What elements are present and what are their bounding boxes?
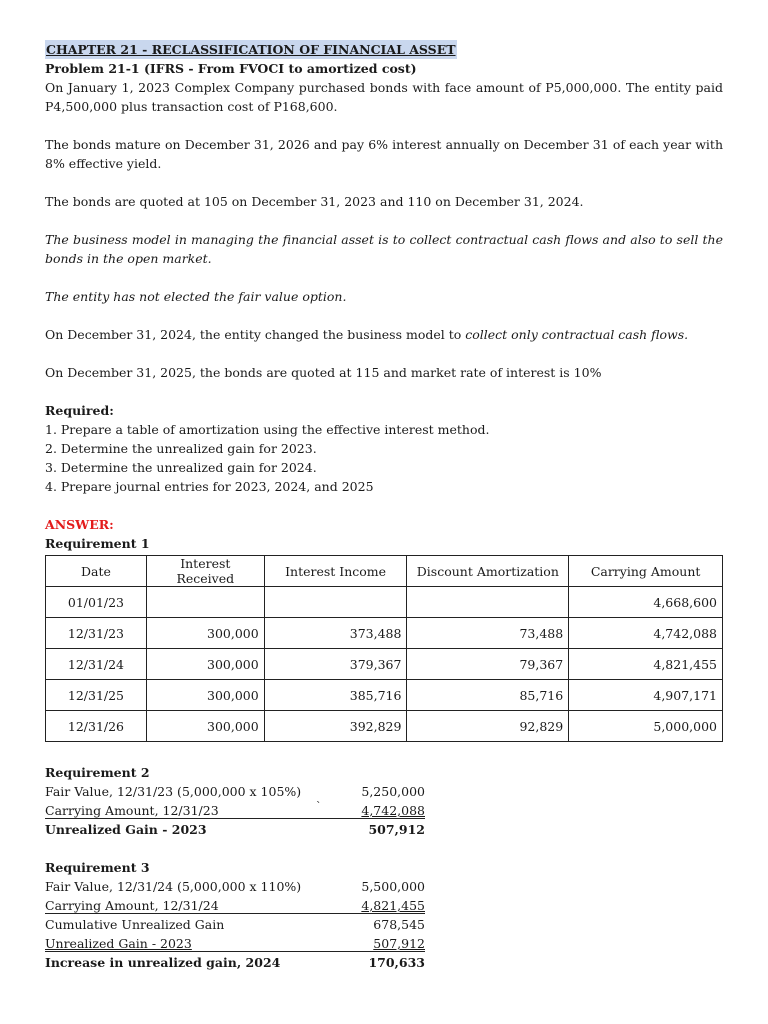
column-header: Date — [46, 556, 147, 587]
calc-amount: 5,500,000 — [361, 879, 425, 894]
calc-amount: 4,821,455 — [361, 898, 425, 913]
table-row — [46, 618, 723, 649]
table-cell: 300,000 — [146, 618, 264, 649]
column-header: Carrying Amount — [569, 556, 723, 587]
calc-row — [45, 915, 425, 934]
stray-mark: ` — [316, 800, 322, 813]
table-row — [46, 649, 723, 680]
calc-label: Carrying Amount, 12/31/24 — [45, 898, 219, 913]
table-cell: 4,742,088 — [569, 618, 723, 649]
requirement-1-heading: Requirement 1 — [45, 536, 150, 551]
paragraph-fair-value-option: The entity has not elected the fair value option. — [45, 289, 347, 304]
table-cell: 4,668,600 — [569, 587, 723, 618]
calc-row — [45, 801, 425, 820]
calc-label: Increase in unrealized gain, 2024 — [45, 955, 281, 970]
table-cell — [146, 587, 264, 618]
paragraph-purchase: On January 1, 2023 Complex Company purchased bonds with face amount of P5,000,000. The entity paid P4,500,000 plus transaction cost of P168,600. — [45, 80, 723, 114]
calc-amount: 4,742,088 — [361, 803, 425, 818]
required-item: 3. Determine the unrealized gain for 2024. — [45, 460, 317, 475]
table-cell: 92,829 — [407, 711, 569, 742]
table-cell: 4,821,455 — [569, 649, 723, 680]
requirement-3-computation — [45, 877, 425, 972]
calc-amount: 5,250,000 — [361, 784, 425, 799]
table-row — [46, 711, 723, 742]
calc-amount: 507,912 — [368, 822, 425, 837]
column-header: Interest Received — [146, 556, 264, 587]
table-cell: 300,000 — [146, 711, 264, 742]
required-item: 4. Prepare journal entries for 2023, 2024, and 2025 — [45, 479, 374, 494]
paragraph-quotes: The bonds are quoted at 105 on December 31, 2023 and 110 on December 31, 2024. — [45, 194, 584, 209]
required-item: 2. Determine the unrealized gain for 2023. — [45, 441, 317, 456]
table-cell: 12/31/23 — [46, 618, 147, 649]
model-change-italic: collect only contractual cash flows. — [465, 327, 689, 342]
table-row — [46, 680, 723, 711]
calc-row-total — [45, 953, 425, 972]
underline-rule — [45, 818, 425, 819]
underline-rule — [45, 951, 425, 952]
table-cell: 12/31/24 — [46, 649, 147, 680]
calc-label: Unrealized Gain - 2023 — [45, 822, 207, 837]
table-cell — [264, 587, 407, 618]
required-item: 1. Prepare a table of amortization using the effective interest method. — [45, 422, 490, 437]
calc-row — [45, 896, 425, 915]
calc-label: Carrying Amount, 12/31/23 — [45, 803, 219, 818]
table-cell: 12/31/26 — [46, 711, 147, 742]
calc-label: Fair Value, 12/31/24 (5,000,000 x 110%) — [45, 879, 302, 894]
table-cell: 385,716 — [264, 680, 407, 711]
table-cell: 373,488 — [264, 618, 407, 649]
calc-label: Unrealized Gain - 2023 — [45, 936, 192, 951]
column-header: Discount Amortization — [407, 556, 569, 587]
requirement-2-heading: Requirement 2 — [45, 765, 150, 780]
required-heading: Required: — [45, 403, 114, 418]
model-change-text: On December 31, 2024, the entity changed the business model to — [45, 327, 466, 342]
table-cell: 01/01/23 — [46, 587, 147, 618]
table-cell: 85,716 — [407, 680, 569, 711]
underline-rule — [45, 913, 425, 914]
table-header-row — [46, 556, 723, 587]
calc-label: Cumulative Unrealized Gain — [45, 917, 225, 932]
table-row — [46, 587, 723, 618]
paragraph-maturity: The bonds mature on December 31, 2026 and pay 6% interest annually on December 31 of each year with 8% effective yield. — [45, 137, 723, 171]
calc-row — [45, 934, 425, 953]
calc-amount: 678,545 — [373, 917, 425, 932]
table-cell: 79,367 — [407, 649, 569, 680]
column-header: Interest Income — [264, 556, 407, 587]
calc-amount: 170,633 — [368, 955, 425, 970]
calc-row — [45, 877, 425, 896]
table-cell: 300,000 — [146, 680, 264, 711]
answer-label: ANSWER: — [45, 517, 114, 532]
table-cell: 379,367 — [264, 649, 407, 680]
calc-row — [45, 782, 425, 801]
table-cell: 4,907,171 — [569, 680, 723, 711]
table-cell — [407, 587, 569, 618]
table-cell: 300,000 — [146, 649, 264, 680]
paragraph-model-change — [45, 325, 723, 344]
document-page — [45, 40, 723, 972]
calc-row-total — [45, 820, 425, 839]
table-cell: 5,000,000 — [569, 711, 723, 742]
calc-label: Fair Value, 12/31/23 (5,000,000 x 105%) — [45, 784, 302, 799]
paragraph-business-model: The business model in managing the financial asset is to collect contractual cash flows and also to sell the bonds in the open market. — [45, 232, 723, 266]
table-cell: 392,829 — [264, 711, 407, 742]
amortization-table — [45, 555, 723, 742]
problem-title: Problem 21-1 (IFRS - From FVOCI to amortized cost) — [45, 61, 417, 76]
calc-amount: 507,912 — [373, 936, 425, 951]
chapter-title: CHAPTER 21 - RECLASSIFICATION OF FINANCIAL ASSET — [46, 42, 456, 57]
table-cell: 12/31/25 — [46, 680, 147, 711]
paragraph-2025-quote: On December 31, 2025, the bonds are quoted at 115 and market rate of interest is 10% — [45, 365, 602, 380]
requirement-2-computation — [45, 782, 425, 839]
requirement-3-heading: Requirement 3 — [45, 860, 150, 875]
table-cell: 73,488 — [407, 618, 569, 649]
